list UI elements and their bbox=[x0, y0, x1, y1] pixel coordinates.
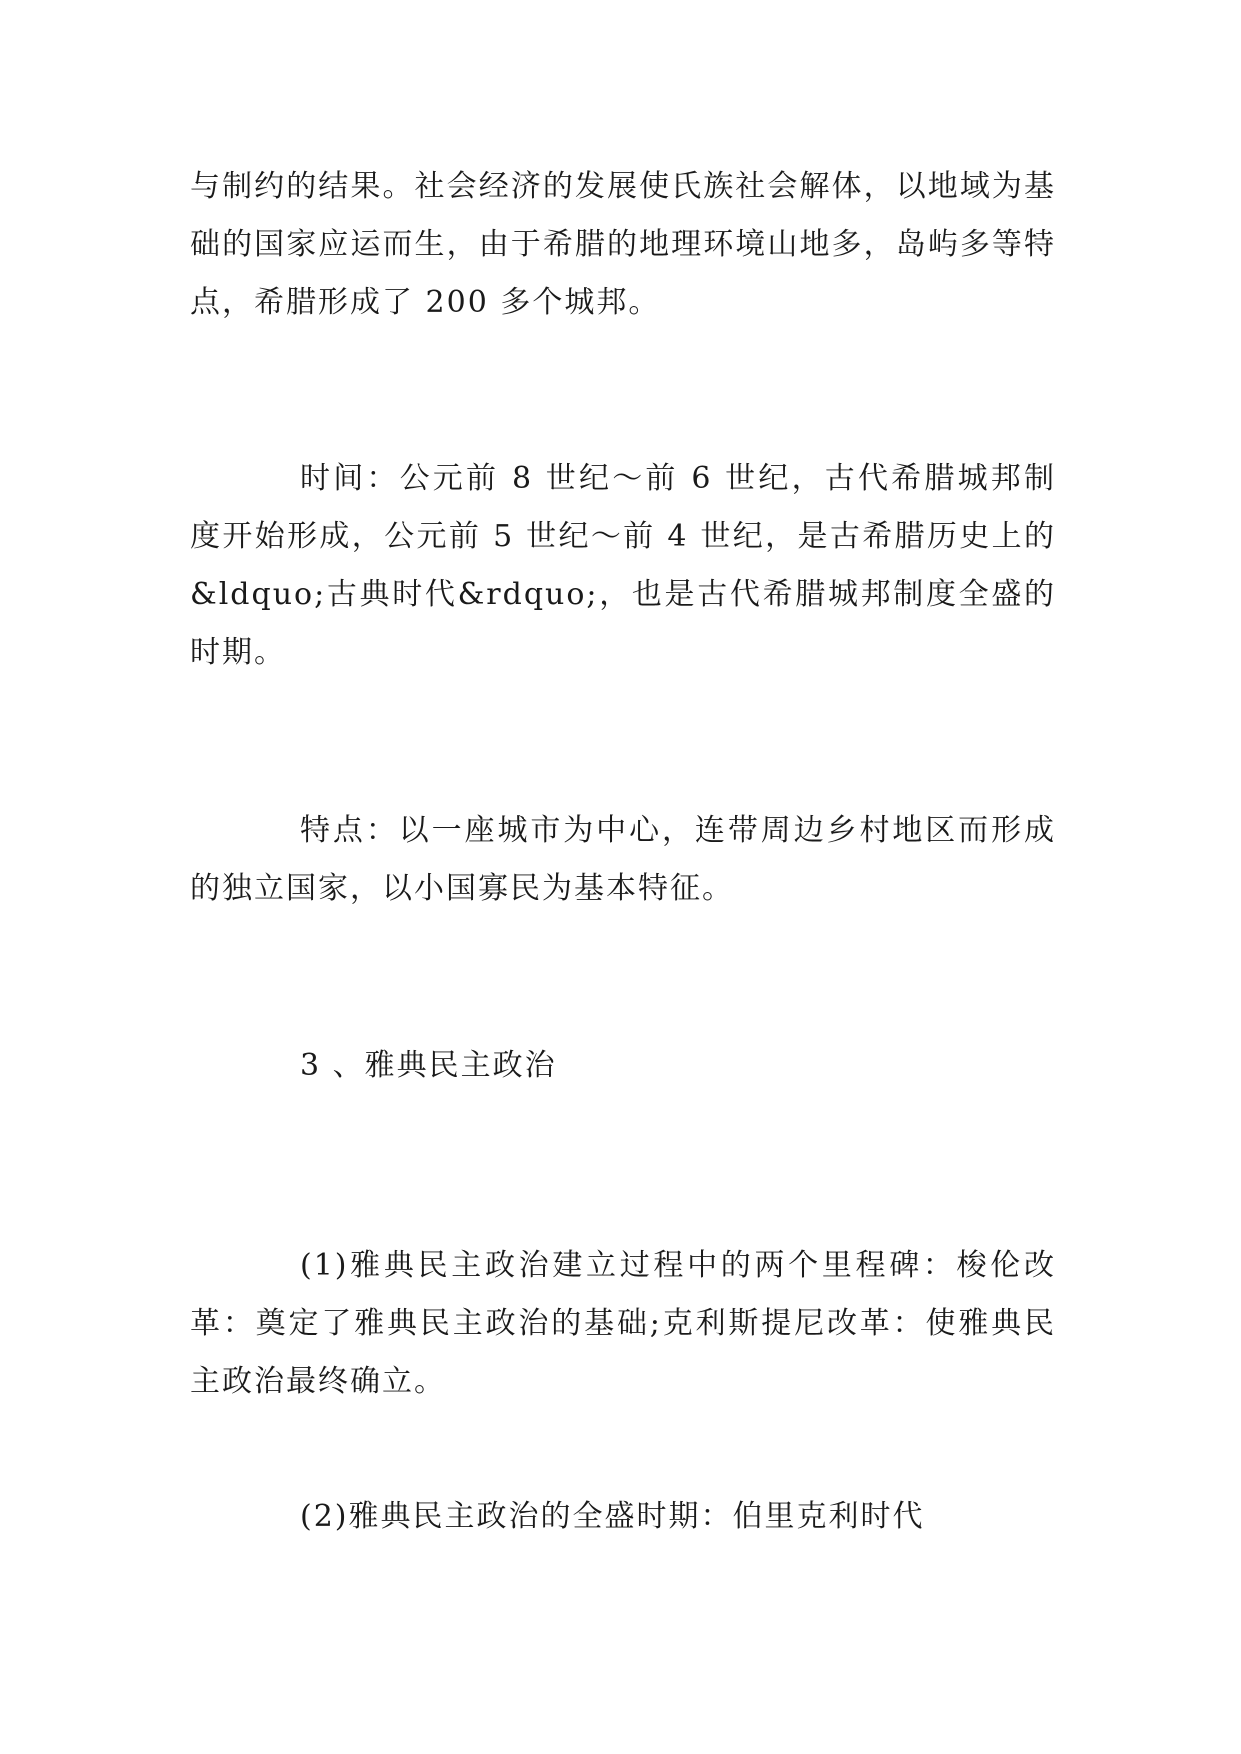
paragraph-milestones: (1)雅典民主政治建立过程中的两个里程碑：梭伦改革：奠定了雅典民主政治的基础;克利斯提尼改革：使雅典民主政治最终确立。 bbox=[190, 1248, 1056, 1399]
section-heading-athenian-democracy: 3 、雅典民主政治 bbox=[300, 1048, 557, 1083]
paragraph-continuation: 与制约的结果。社会经济的发展使氏族社会解体，以地域为基础的国家应运而生，由于希腊的地理环境山地多，岛屿多等特点，希腊形成了 200 多个城邦。 bbox=[190, 169, 1056, 320]
paragraph-golden-age: (2)雅典民主政治的全盛时期：伯里克利时代 bbox=[300, 1499, 925, 1534]
paragraph-features: 特点：以一座城市为中心，连带周边乡村地区而形成的独立国家，以小国寡民为基本特征。 bbox=[190, 813, 1056, 906]
paragraph-time: 时间：公元前 8 世纪～前 6 世纪，古代希腊城邦制度开始形成，公元前 5 世纪～前 4 世纪，是古希腊历史上的&ldquo;古典时代&rdquo;，也是古代希腊城邦制度全盛的时期。 bbox=[190, 461, 1056, 670]
